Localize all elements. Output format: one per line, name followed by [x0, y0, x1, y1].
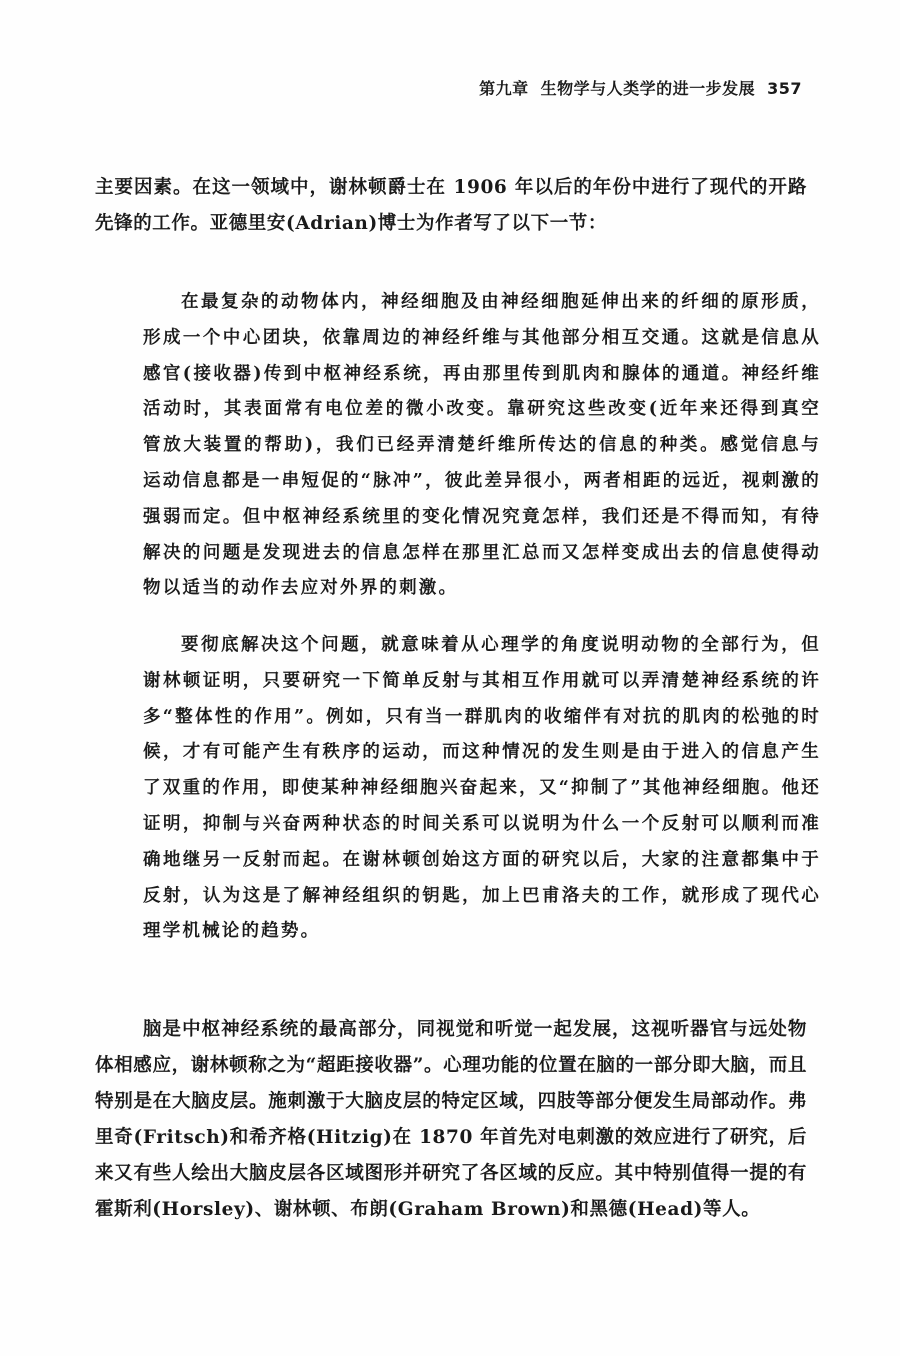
chapter-label: 第九章: [479, 79, 529, 98]
body-paragraph-1: 主要因素。在这一领域中，谢林顿爵士在 1906 年以后的年份中进行了现代的开路先锋的工作。亚德里安(Adrian)博士为作者写了以下一节：: [95, 177, 807, 234]
chapter-title: 生物学与人类学的进一步发展: [540, 79, 756, 98]
running-head: [479, 76, 802, 99]
body-paragraph-2: 脑是中枢神经系统的最高部分，同视觉和听觉一起发展，这视听器官与远处物体相感应，谢林顿称之为“超距接收器”。心理功能的位置在脑的一部分即大脑，而且特别是在大脑皮层。施刺激于大脑皮层的特定区域，四肢等部分便发生局部动作。弗里奇(Fritsch)和希齐格(Hitzig)在 1870 年首先对电刺激的效应进行了研究，后来又有些人绘出大脑皮层各区域图形并研究了各区域的反应。其中特别值得一提的有霍斯利(Horsley)、谢林顿、布朗(Graham Brown)和黑德(Head)等人。: [95, 1019, 807, 1220]
block-quote-paragraph-2: 要彻底解决这个问题，就意味着从心理学的角度说明动物的全部行为，但谢林顿证明，只要研究一下简单反射与其相互作用就可以弄清楚神经系统的许多“整体性的作用”。例如，只有当一群肌肉的收缩伴有对抗的肌肉的松弛的时候，才有可能产生有秩序的运动，而这种情况的发生则是由于进入的信息产生了双重的作用，即使某种神经细胞兴奋起来，又“抑制了”其他神经细胞。他还证明，抑制与兴奋两种状态的时间关系可以说明为什么一个反射可以顺利而准确地继另一反射而起。在谢林顿创始这方面的研究以后，大家的注意都集中于反射，认为这是了解神经组织的钥匙，加上巴甫洛夫的工作，就形成了现代心理学机械论的趋势。: [143, 635, 821, 942]
block-quote-paragraph-1: 在最复杂的动物体内，神经细胞及由神经细胞延伸出来的纤细的原形质，形成一个中心团块，依靠周边的神经纤维与其他部分相互交通。这就是信息从感官(接收器)传到中枢神经系统，再由那里传到肌肉和腺体的通道。神经纤维活动时，其表面常有电位差的微小改变。靠研究这些改变(近年来还得到真空管放大装置的帮助)，我们已经弄清楚纤维所传达的信息的种类。感觉信息与运动信息都是一串短促的“脉冲”，彼此差异很小，两者相距的远近，视刺激的强弱而定。但中枢神经系统里的变化情况究竟怎样，我们还是不得而知，有待解决的问题是发现进去的信息怎样在那里汇总而又怎样变成出去的信息使得动物以适当的动作去应对外界的刺激。: [143, 292, 821, 599]
page-number: 357: [767, 79, 802, 98]
